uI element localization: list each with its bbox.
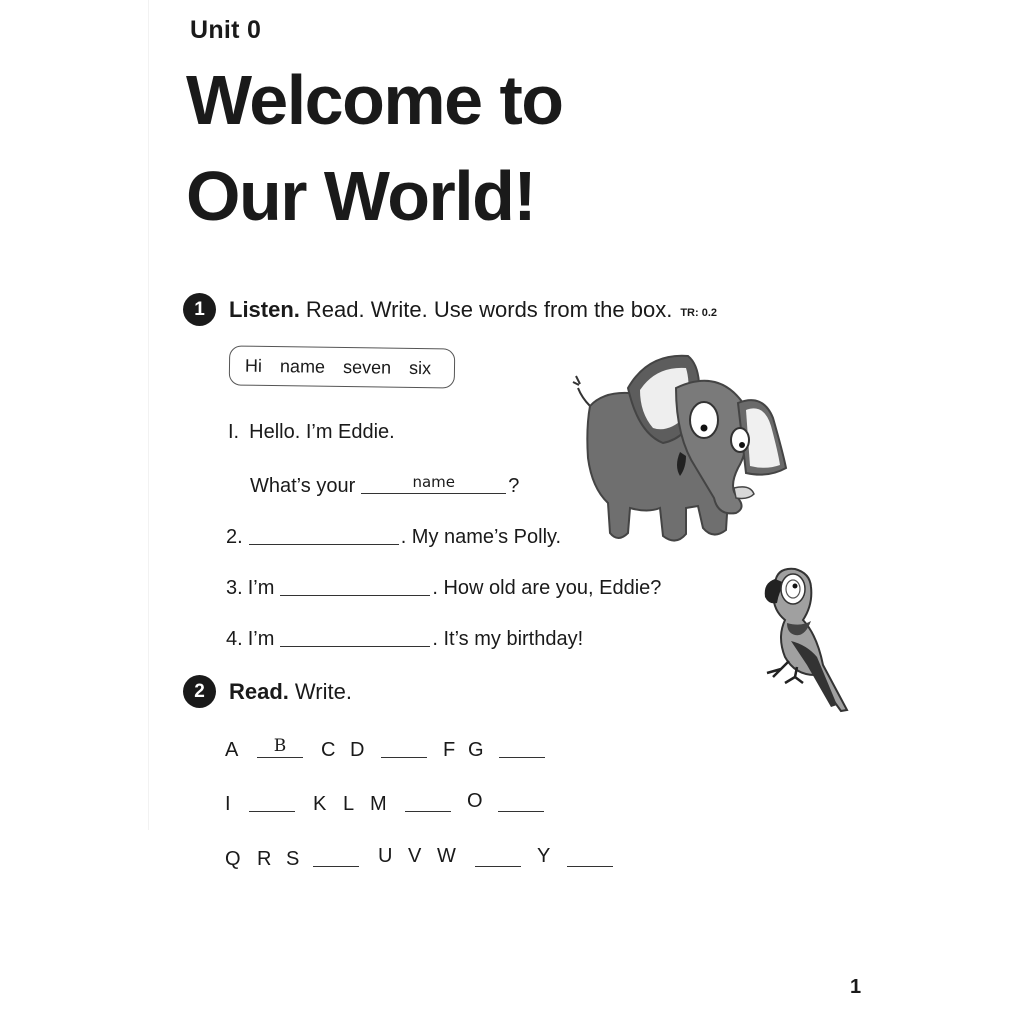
item-text: Hello. I’m Eddie. <box>249 421 395 443</box>
exercise-number-badge: 2 <box>183 675 216 708</box>
item-text: I’m <box>247 628 275 650</box>
exercise-1-heading <box>183 293 717 326</box>
exercise-1-item-3 <box>226 573 661 600</box>
exercise-number-badge: 1 <box>183 293 216 326</box>
word-box-item: Hi <box>244 355 263 376</box>
alphabet-row-2 <box>225 786 645 816</box>
title-line-2: Our World! <box>186 157 536 235</box>
letter: A <box>225 739 239 761</box>
item-text: What’s your <box>250 475 356 497</box>
item-text: . It’s my birthday! <box>432 628 584 650</box>
alphabet-row-3 <box>225 841 645 871</box>
word-box-item: name <box>279 355 326 377</box>
letter-blank[interactable] <box>499 737 545 758</box>
answer-blank[interactable] <box>280 624 430 647</box>
letter: G <box>468 739 484 761</box>
exercise-1-item-4 <box>226 624 583 651</box>
letter-blank[interactable] <box>313 846 359 867</box>
answer-blank[interactable] <box>280 573 430 596</box>
instruction-text: Write. <box>294 678 352 704</box>
letter: K <box>313 793 327 815</box>
exercise-1-item-1 <box>228 421 395 444</box>
item-number: I. <box>228 421 240 443</box>
letter: O <box>467 790 483 812</box>
alphabet-row-1 <box>225 732 645 762</box>
letter-blank[interactable] <box>257 737 303 758</box>
letter: S <box>286 848 300 870</box>
exercise-1-item-2 <box>226 522 561 549</box>
letter: M <box>370 793 387 815</box>
letter-blank[interactable] <box>381 737 427 758</box>
letter: W <box>437 845 456 867</box>
page-edge <box>148 0 149 830</box>
letter-blank[interactable] <box>498 791 544 812</box>
answer-text: name <box>412 473 455 491</box>
parrot-illustration <box>755 565 850 715</box>
page-number: 1 <box>850 976 862 998</box>
item-number: 4. <box>226 628 243 650</box>
word-box-item: six <box>408 357 432 378</box>
letter: Q <box>225 848 241 870</box>
letter-blank[interactable] <box>405 791 451 812</box>
word-box <box>229 345 456 388</box>
unit-label: Unit 0 <box>190 16 262 44</box>
item-text: I’m <box>247 577 275 599</box>
item-text: . My name’s Polly. <box>400 526 562 548</box>
exercise-2-heading <box>183 675 352 708</box>
letter: C <box>321 739 336 761</box>
word-box-item: seven <box>342 356 392 378</box>
instruction-bold: Listen. <box>229 296 300 322</box>
letter: V <box>408 845 422 867</box>
item-text: . How old are you, Eddie? <box>432 577 662 599</box>
item-number: 2. <box>226 526 243 548</box>
answer-blank[interactable] <box>361 471 506 494</box>
item-text: ? <box>508 475 520 497</box>
item-number: 3. <box>226 577 243 599</box>
title-line-1: Welcome to <box>186 61 563 139</box>
letter-blank[interactable] <box>249 791 295 812</box>
letter: I <box>225 793 231 815</box>
letter-blank[interactable] <box>475 846 521 867</box>
letter: D <box>350 739 365 761</box>
page-title <box>186 52 563 244</box>
instruction-bold: Read. <box>229 678 289 704</box>
instruction-text: Read. Write. Use words from the box. <box>305 296 673 322</box>
answer-text: B <box>273 736 287 756</box>
letter: R <box>257 848 272 870</box>
answer-blank[interactable] <box>249 522 399 545</box>
track-number: TR: 0.2 <box>680 306 717 319</box>
exercise-1-item-1b <box>250 471 519 498</box>
letter-blank[interactable] <box>567 846 613 867</box>
letter: L <box>343 793 355 815</box>
letter: U <box>378 845 393 867</box>
letter: Y <box>537 845 551 867</box>
elephant-illustration <box>568 348 793 548</box>
letter: F <box>443 739 456 761</box>
